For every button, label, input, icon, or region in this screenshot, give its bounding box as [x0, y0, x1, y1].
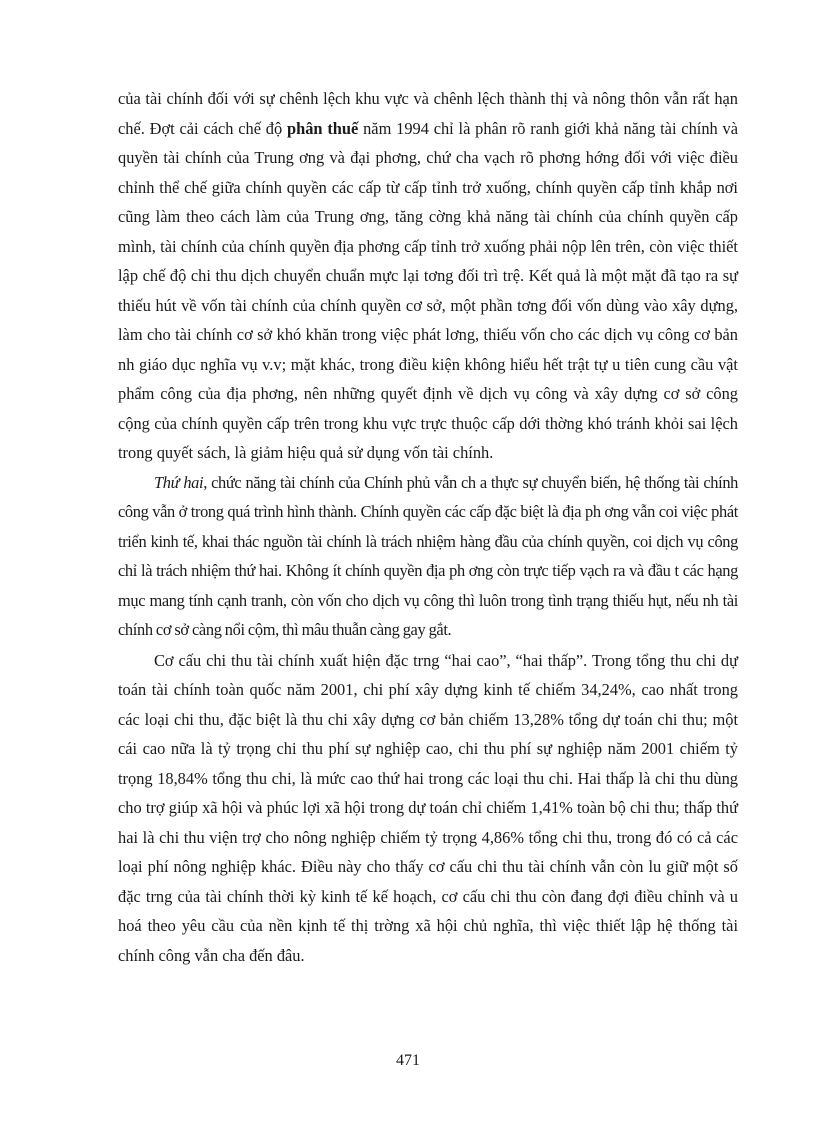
paragraph-1 — [118, 84, 738, 468]
paragraph-3 — [118, 646, 738, 971]
paragraph-2-text: , chức năng tài chính của Chính phủ vẫn ch a thực sự chuyển biến, hệ thống tài chính công vẫn ở trong quá trình hình thành. Chính quyền các cấp đặc biệt là địa ph ơng vẫn coi việc phát triển kinh tế, khai thác nguồn tài chính là trách nhiệm hàng đầu của chính quyền, coi dịch vụ công chỉ là trách nhiệm thứ hai. Không ít chính quyền địa ph ơng còn trực tiếp vạch ra và đầu t các hạng mục mang tính cạnh tranh, còn vốn cho dịch vụ công thì luôn trong tình trạng thiếu hụt, nếu nh tài chính cơ sở càng nổi cộm, thì mâu thuẫn càng gay gắt. — [118, 472, 739, 639]
paragraph-1-text-b: năm 1994 chỉ là phân rõ ranh giới khả năng tài chính và quyền tài chính của Trung ơng và đại phơng, chứ cha vạch rõ phơng hớng đối với việc điều chỉnh thể chế giữa chính quyền các cấp từ cấp tỉnh trở xuống, chính quyền cấp tỉnh khắp nơi cũng làm theo cách làm của Trung ơng, tăng cờng khả năng tài chính của chính quyền cấp mình, tài chính của chính quyền địa phơng cấp tỉnh trở xuống phải nộp lên trên, còn việc thiết lập chế độ chi thu dịch chuyển chuẩn mực lại tơng đối trì trệ. Kết quả là một mặt đã tạo ra sự thiếu hút về vốn tài chính của chính quyền cơ sở, một phần tơng đối vốn dùng vào xây dựng, làm cho tài chính cơ sở khó khăn trong việc phát lơng, thiếu vốn cho các dịch vụ công cơ bản nh giáo dục nghĩa vụ v.v; mặt khác, trong điều kiện không hiểu hết trật tự u tiên cung cầu vật phẩm công của địa phơng, nên những quyết định về dịch vụ công và xây dựng cơ sở công cộng của chính quyền cấp trên trong khu vực trực thuộc cấp dới thờng khó tránh khỏi sai lệch trong quyết sách, là giảm hiệu quả sử dụng vốn tài chính. — [118, 118, 738, 462]
bold-term: phân thuế — [286, 118, 359, 138]
paragraph-3-text: Cơ cấu chi thu tài chính xuất hiện đặc trng “hai cao”, “hai thấp”. Trong tổng thu chi dự toán tài chính toàn quốc năm 2001, chi phí xây dựng kinh tế chiếm 34,24%, cao nhất trong các loại chi thu, đặc biệt là thu chi xây dựng cơ bản chiếm 13,28% tổng dự toán chi thu; một cái cao nữa là tỷ trọng chi thu phí sự nghiệp cao, chi thu phí sự nghiệp năm 2001 chiếm tỷ trọng 18,84% tổng thu chi, là mức cao thứ hai trong các loại thu chi. Hai thấp là chi thu dùng cho trợ giúp xã hội và phúc lợi xã hội trong dự toán chỉ chiếm 1,41% toàn bộ chi thu; thấp thứ hai là chi thu viện trợ cho nông nghiệp chiếm tỷ trọng 4,86% tổng chi thu, trong đó có cả các loại phí nông nghiệp khác. Điều này cho thấy cơ cấu chi thu tài chính vẫn còn lu giữ một số đặc trng của tài chính thời kỳ kinh tế kế hoạch, cơ cấu chi thu còn đang đợi điều chỉnh và u hoá theo yêu cầu của nền kịnh tế thị trờng xã hội chủ nghĩa, thì việc thiết lập hệ thống tài chính công vẫn cha đến đâu. — [118, 650, 738, 965]
document-body — [118, 84, 738, 970]
italic-term: Thứ hai — [154, 472, 204, 492]
paragraph-2 — [118, 468, 738, 645]
paragraph-1-text-a: của tài chính đối với sự chênh lệch khu vực và chênh lệch thành thị và nông thôn vẫn rất hạn chế. Đợt cải cách chế độ — [118, 89, 738, 138]
page-number: 471 — [396, 1052, 420, 1069]
